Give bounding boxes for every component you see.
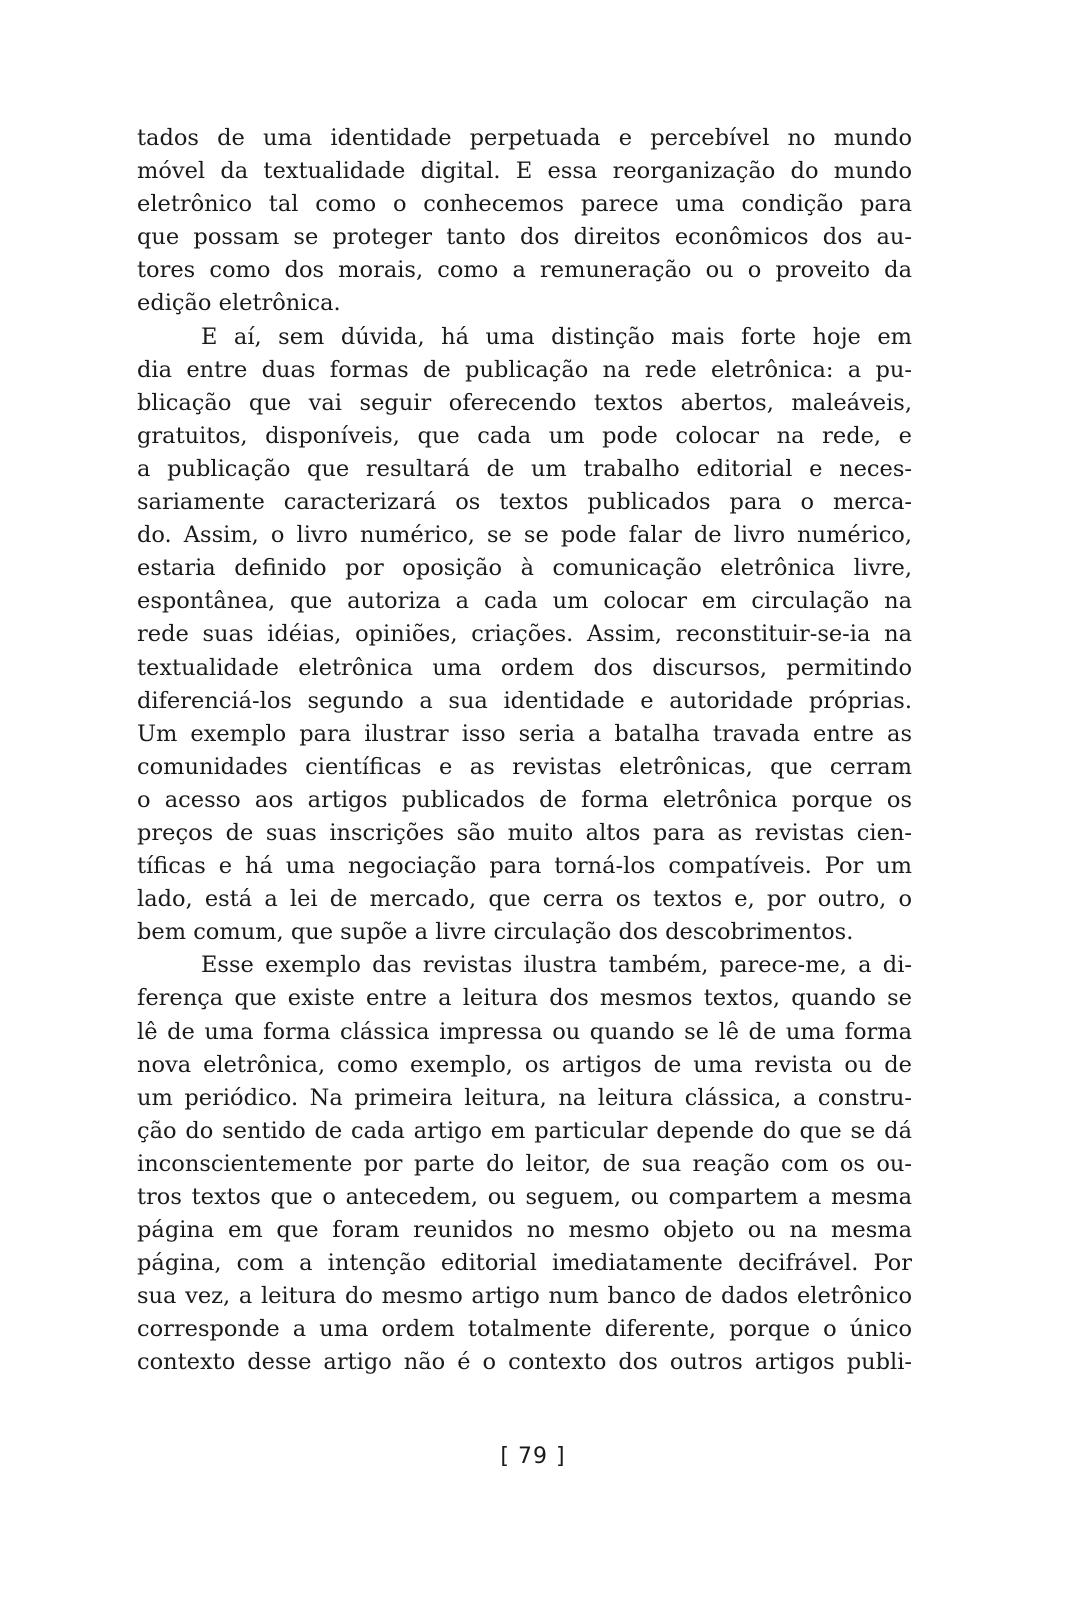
paragraph	[137, 321, 912, 950]
text-line: estaria definido por oposição à comunicação eletrônica livre,	[137, 555, 912, 582]
text-line: bem comum, que supõe a livre circulação dos descobrimentos.	[137, 919, 854, 946]
text-line: tores como dos morais, como a remuneração ou o proveito da	[137, 257, 912, 284]
text-line: inconscientemente por parte do leitor, de sua reação com os ou-	[137, 1150, 912, 1177]
text-line: tados de uma identidade perpetuada e percebível no mundo	[137, 125, 912, 151]
text-line: a publicação que resultará de um trabalho editorial e neces-	[137, 455, 912, 482]
text-line: sariamente caracterizará os textos publicados para o merca-	[137, 489, 912, 516]
text-line: eletrônico tal como o conhecemos parece uma condição para	[137, 191, 912, 218]
paragraph	[137, 122, 912, 321]
text-line: preços de suas inscrições são muito altos para as revistas cien-	[137, 819, 912, 846]
text-line: tíficas e há uma negociação para torná-los compatíveis. Por um	[137, 853, 912, 880]
text-line: lado, está a lei de mercado, que cerra os textos e, por outro, o	[137, 886, 912, 913]
text-line: nova eletrônica, como exemplo, os artigos de uma revista ou de	[137, 1051, 912, 1078]
text-line: lê de uma forma clássica impressa ou quando se lê de uma forma	[137, 1018, 912, 1045]
text-line: gratuitos, disponíveis, que cada um pode colocar na rede, e	[137, 422, 912, 449]
page-number: [ 79 ]	[500, 1444, 566, 1469]
body-text	[137, 122, 912, 1380]
text-line: E aí, sem dúvida, há uma distinção mais forte hoje em	[201, 323, 912, 350]
text-line: do. Assim, o livro numérico, se se pode falar de livro numérico,	[137, 522, 912, 549]
paragraph	[137, 949, 912, 1379]
text-line: Um exemplo para ilustrar isso seria a batalha travada entre as	[137, 720, 912, 747]
text-line: um periódico. Na primeira leitura, na leitura clássica, a constru-	[137, 1084, 912, 1111]
text-line: espontânea, que autoriza a cada um colocar em circulação na	[137, 588, 912, 615]
text-line: móvel da textualidade digital. E essa reorganização do mundo	[137, 158, 912, 185]
text-line: contexto desse artigo não é o contexto dos outros artigos publi-	[137, 1349, 912, 1376]
text-line: diferenciá-los segundo a sua identidade e autoridade próprias.	[137, 687, 912, 714]
text-line: o acesso aos artigos publicados de forma eletrônica porque os	[137, 786, 912, 813]
text-line: edição eletrônica.	[137, 290, 341, 317]
text-line: página em que foram reunidos no mesmo objeto ou na mesma	[137, 1217, 912, 1244]
text-line: página, com a intenção editorial imediatamente decifrável. Por	[137, 1250, 912, 1277]
text-line: corresponde a uma ordem totalmente diferente, porque o único	[137, 1316, 912, 1343]
text-line: dia entre duas formas de publicação na rede eletrônica: a pu-	[137, 356, 912, 383]
text-line: rede suas idéias, opiniões, criações. Assim, reconstituir-se-ia na	[137, 621, 912, 648]
text-line: blicação que vai seguir oferecendo textos abertos, maleáveis,	[137, 389, 912, 416]
text-line: ferença que existe entre a leitura dos mesmos textos, quando se	[137, 985, 912, 1012]
text-line: comunidades científicas e as revistas eletrônicas, que cerram	[137, 753, 912, 780]
text-line: Esse exemplo das revistas ilustra também, parece-me, a di-	[201, 952, 912, 979]
text-line: textualidade eletrônica uma ordem dos discursos, permitindo	[137, 654, 912, 681]
text-line: ção do sentido de cada artigo em particular depende do que se dá	[137, 1117, 912, 1144]
text-line: sua vez, a leitura do mesmo artigo num banco de dados eletrônico	[137, 1283, 912, 1310]
text-line: tros textos que o antecedem, ou seguem, ou compartem a mesma	[137, 1184, 912, 1210]
text-line: que possam se proteger tanto dos direitos econômicos dos au-	[137, 224, 912, 251]
